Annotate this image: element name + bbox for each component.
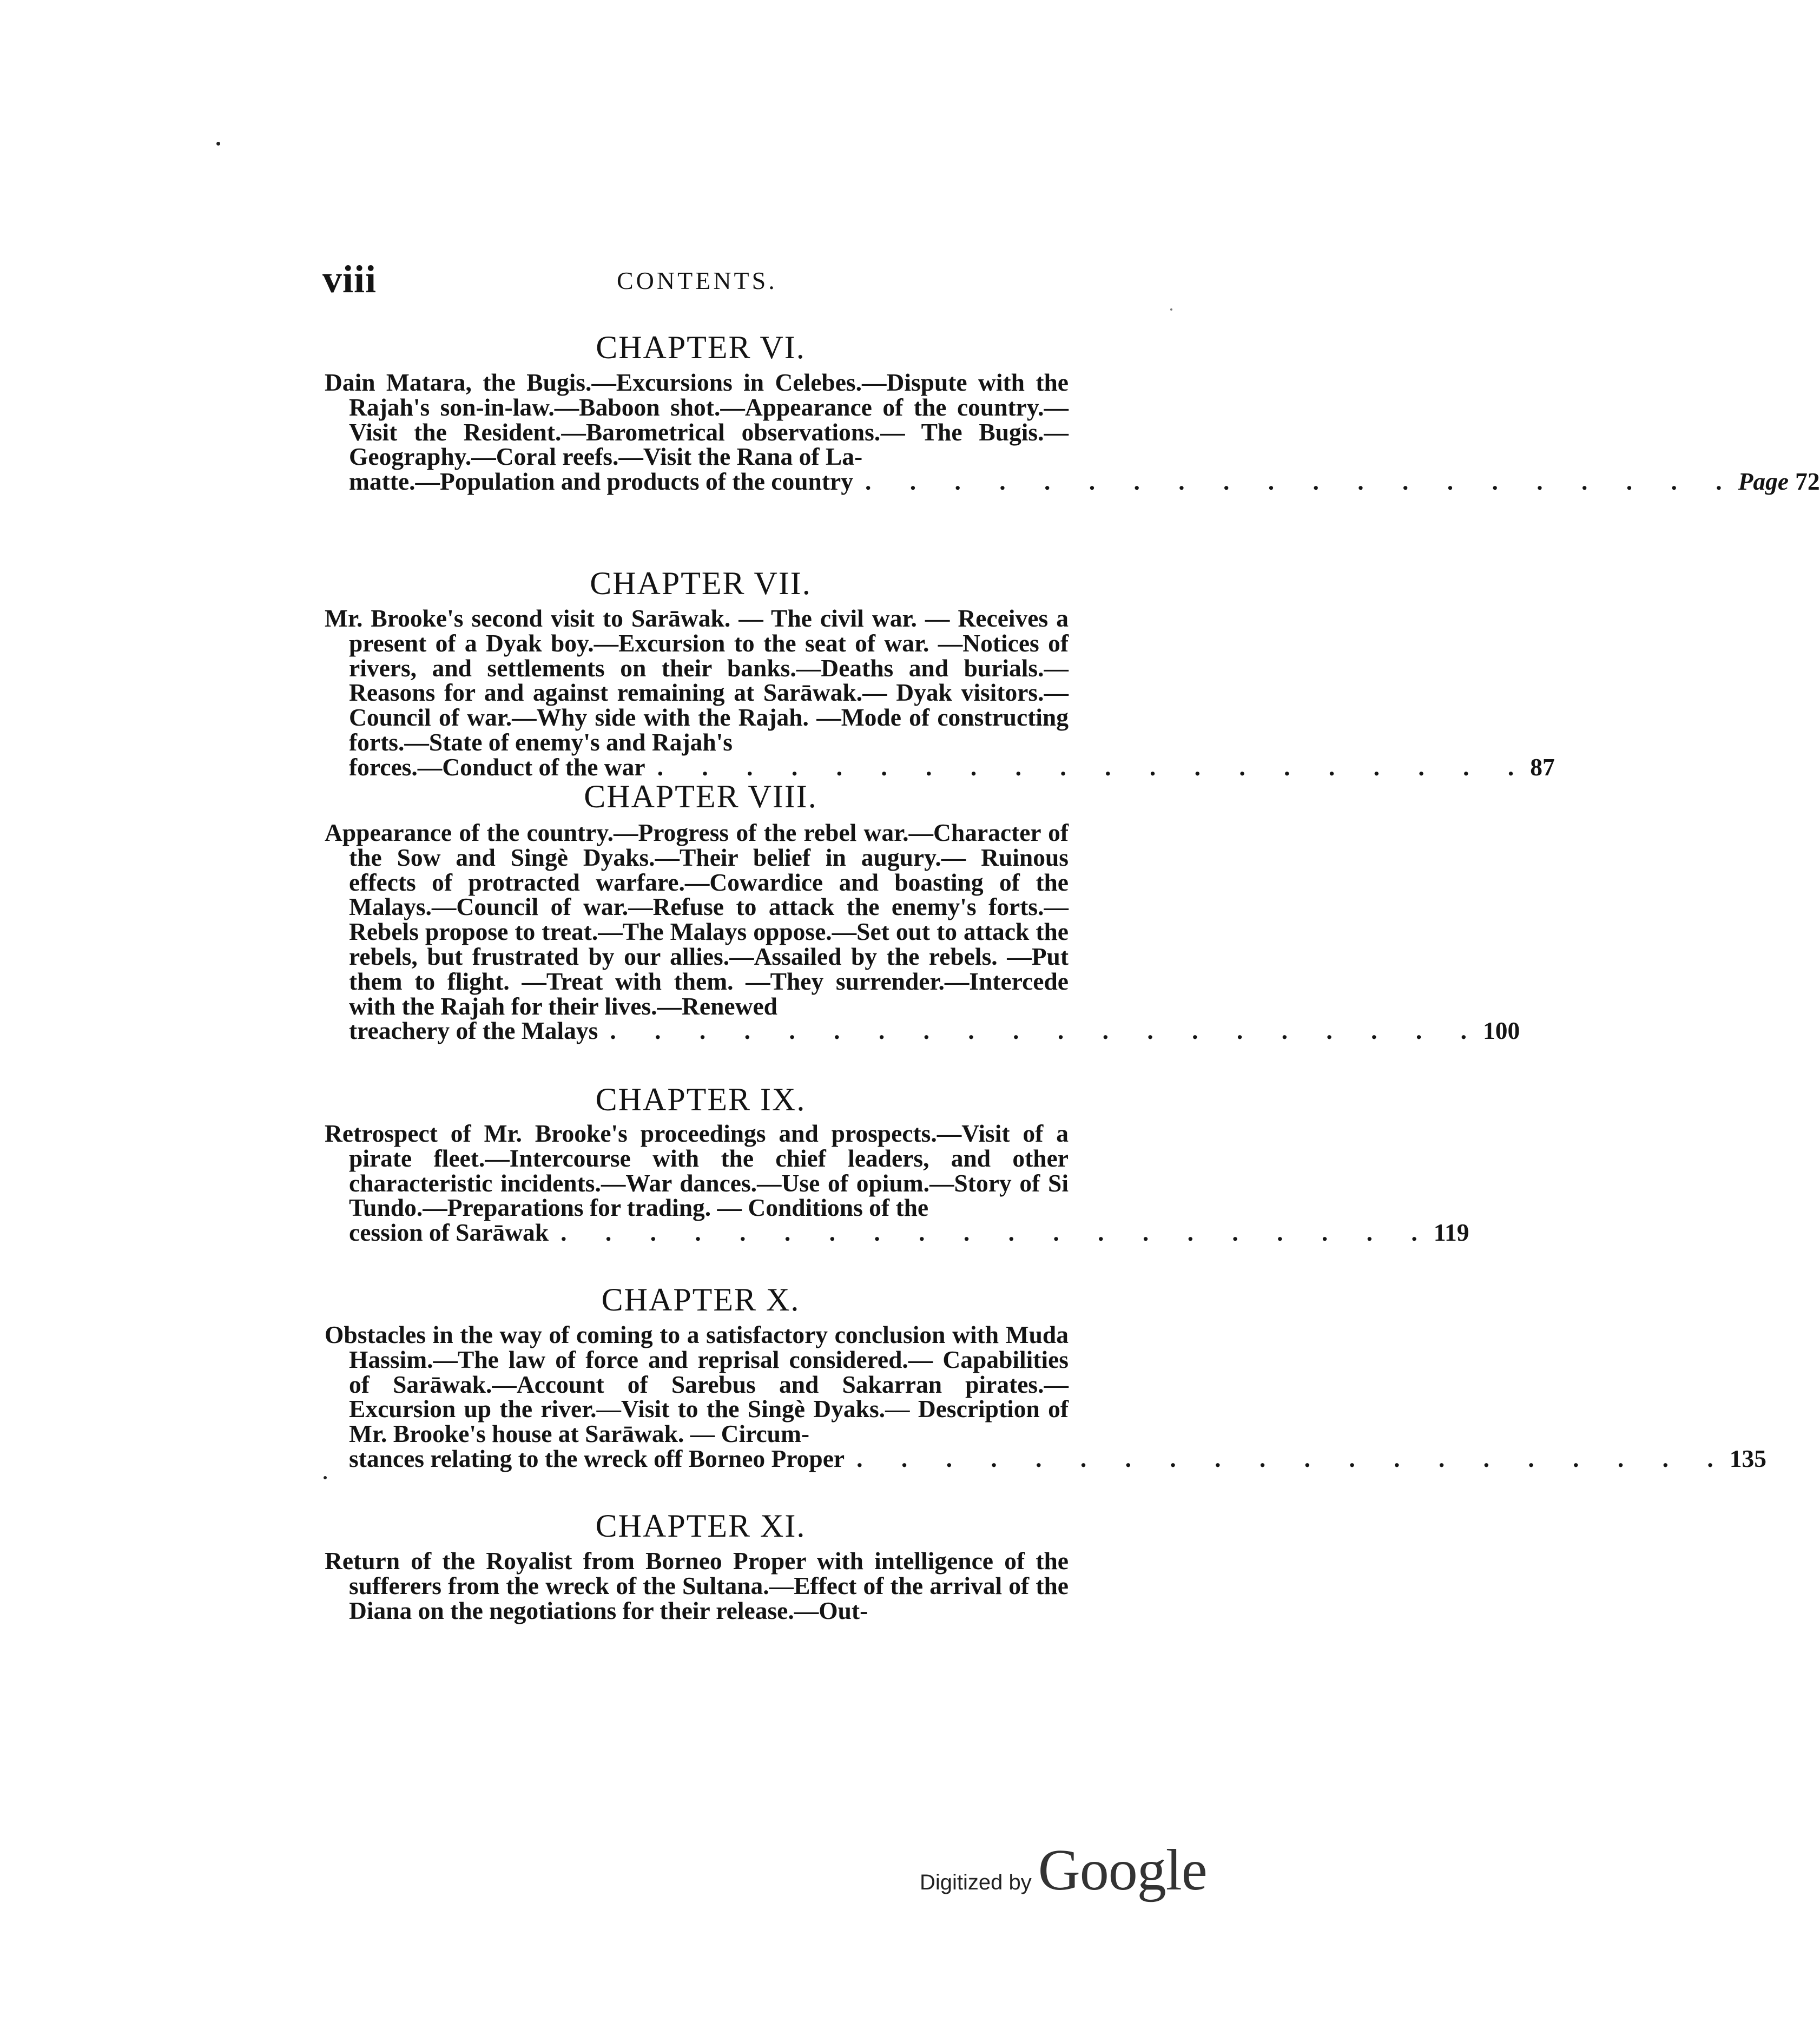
page-number-ref: 72: [1795, 467, 1820, 496]
chapter-heading: CHAPTER XI.: [595, 1508, 806, 1544]
dot-leader: . . . . . . . . . . . . . . . . . . . .: [865, 467, 1738, 496]
chapter-heading: CHAPTER VII.: [590, 565, 812, 601]
summary-last-line: [325, 1219, 1469, 1247]
summary-last-line: [325, 1017, 1520, 1045]
dot-leader: . . . . . . . . . . . . . . . . . . . .: [657, 753, 1531, 781]
summary-tail: forces.—Conduct of the war: [349, 753, 645, 781]
page-number-ref: 100: [1482, 1017, 1520, 1045]
chapter-summary: [325, 819, 1520, 1045]
dot-leader: . . . . . . . . . . . . . . . . . . . .: [560, 1219, 1434, 1247]
page-number: viii: [322, 258, 377, 301]
chapter-heading: CHAPTER VIII.: [584, 779, 817, 814]
chapter-summary: [325, 604, 1555, 781]
page-reference: [1738, 469, 1820, 494]
stray-ink-dot: [216, 142, 220, 146]
chapter-summary: [325, 1549, 1069, 1623]
chapter-summary: [325, 368, 1820, 496]
page-label: Page: [1738, 467, 1789, 496]
digitized-by-google-watermark: [920, 1837, 1207, 1904]
page-number-ref: 87: [1530, 753, 1555, 781]
google-logo: Google: [1038, 1838, 1207, 1902]
summary-last-line: [325, 467, 1820, 496]
summary-tail: matte.—Population and products of the country: [349, 467, 853, 496]
stray-ink-dot: [1170, 308, 1172, 311]
chapter-summary: [325, 1321, 1767, 1472]
summary-tail: cession of Sarāwak: [349, 1219, 549, 1247]
watermark-prefix: Digitized by: [920, 1871, 1032, 1894]
summary-text: Retrospect of Mr. Brooke's proceedings and prospects.—Visit of a pirate fleet.—Intercourse with the chief leaders, and other characteristic incidents.—War dances.—Use of opium.—Story of Si Tundo.—Preparations for trading. — Conditions of the: [325, 1119, 1069, 1222]
summary-text: Mr. Brooke's second visit to Sarāwak. — The civil war. — Receives a present of a Dyak boy.—Excursion to the seat of war. —Notices of rivers, and settlements on their banks.—Deaths and burials.—Reasons for and against remaining at Sarāwak.— Dyak visitors.—Council of war.—Why side with the Rajah. —Mode of constructing forts.—State of enemy's and Rajah's: [325, 604, 1069, 756]
summary-tail: treachery of the Malays: [349, 1017, 598, 1045]
chapter-heading: CHAPTER VI.: [596, 330, 806, 365]
dot-leader: . . . . . . . . . . . . . . . . . . . .: [856, 1444, 1730, 1472]
summary-last-line: [325, 1444, 1767, 1472]
running-title: CONTENTS.: [617, 267, 777, 294]
summary-text: Dain Matara, the Bugis.—Excursions in Celebes.—Dispute with the Rajah's son-in-law.—Baboon shot.—Appearance of the country.—Visit the Resident.—Barometrical observations.— The Bugis.—Geography.—Coral reefs.—Visit the Rana of La-: [325, 368, 1069, 471]
chapter-heading: CHAPTER IX.: [595, 1082, 806, 1117]
page-number-ref: 135: [1729, 1444, 1767, 1472]
chapter-summary: [325, 1119, 1469, 1247]
chapter-heading: CHAPTER X.: [601, 1282, 800, 1318]
summary-text: Return of the Royalist from Borneo Proper with intelligence of the sufferers from the wreck of the Sultana.—Effect of the arrival of the Diana on the negotiations for their release.—Out-: [325, 1547, 1069, 1624]
stray-ink-dot: [324, 1476, 327, 1479]
summary-text: Appearance of the country.—Progress of the rebel war.—Character of the Sow and Singè Dyaks.—Their belief in augury.— Ruinous effects of protracted warfare.—Cowardice and boasting of the Malays.—Council of war.—Refuse to attack the enemy's forts.—Rebels propose to treat.—The Malays oppose.—Set out to attack the rebels, but frustrated by our allies.—Assailed by the rebels. —Put them to flight. —Treat with them. —They surrender.—Intercede with the Rajah for their lives.—Renewed: [325, 819, 1069, 1020]
summary-text: Obstacles in the way of coming to a satisfactory conclusion with Muda Hassim.—The law of force and reprisal considered.— Capabilities of Sarāwak.—Account of Sarebus and Sakarran pirates.—Excursion up the river.—Visit to the Singè Dyaks.— Description of Mr. Brooke's house at Sarāwak. — Circum-: [325, 1321, 1069, 1448]
dot-leader: . . . . . . . . . . . . . . . . . . . .: [610, 1017, 1483, 1045]
page-number-ref: 119: [1433, 1219, 1469, 1247]
summary-tail: stances relating to the wreck off Borneo Proper: [349, 1444, 845, 1472]
summary-last-line: [325, 753, 1555, 781]
